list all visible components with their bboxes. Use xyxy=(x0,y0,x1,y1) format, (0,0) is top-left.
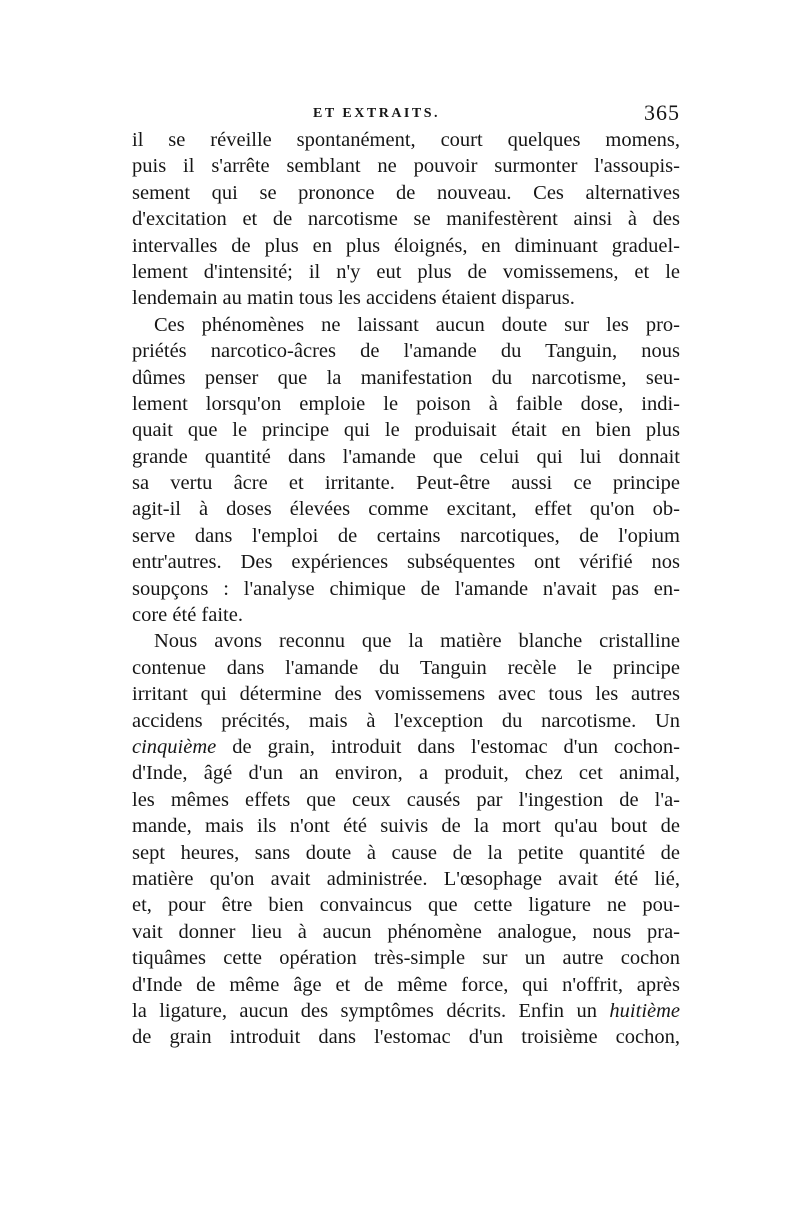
text-line: il se réveille spontanément, court quelques momens, xyxy=(132,129,680,151)
text-line: sept heures, sans doute à cause de la petite quantité de xyxy=(132,841,680,864)
text-line: d'Inde de même âge et de même force, qui n'offrit, après xyxy=(132,973,680,996)
text-line: core été faite. xyxy=(132,604,243,627)
emphasis-word: huitième xyxy=(609,999,680,1022)
running-header xyxy=(132,100,680,128)
emphasis-word: cinquième xyxy=(132,735,217,758)
text-line: tiquâmes cette opération très-simple sur un autre cochon xyxy=(132,947,680,970)
text-line: dûmes penser que la manifestation du narcotisme, seu- xyxy=(132,366,680,389)
text-line: contenue dans l'amande du Tanguin recèle le principe xyxy=(132,656,680,679)
text-line: sement qui se prononce de nouveau. Ces alternatives xyxy=(132,181,680,204)
text-line: lendemain au matin tous les accidens étaient disparus. xyxy=(132,287,575,310)
text-line: serve dans l'emploi de certains narcotiques, de l'opium xyxy=(132,524,680,547)
text-line: accidens précités, mais à l'exception du narcotisme. Un xyxy=(132,709,680,732)
body-text xyxy=(132,127,680,1051)
text-line: lement d'intensité; il n'y eut plus de vomissemens, et le xyxy=(132,260,680,283)
page-number: 365 xyxy=(644,100,680,125)
text-line: Ces phénomènes ne laissant aucun doute sur les pro- xyxy=(154,313,680,336)
text-line: mande, mais ils n'ont été suivis de la mort qu'au bout de xyxy=(132,815,680,838)
text-line: entr'autres. Des expériences subséquentes ont vérifié nos xyxy=(132,551,680,574)
text-line xyxy=(132,998,680,1024)
text-line: soupçons : l'analyse chimique de l'amande n'avait pas en- xyxy=(132,577,680,600)
text-line: d'excitation et de narcotisme se manifestèrent ainsi à des xyxy=(132,208,680,231)
text-line: matière qu'on avait administrée. L'œsophage avait été lié, xyxy=(132,867,680,890)
text-line: vait donner lieu à aucun phénomène analogue, nous pra- xyxy=(132,920,680,943)
text-line: priétés narcotico-âcres de l'amande du Tanguin, nous xyxy=(132,340,680,363)
text-segment: de grain, introduit dans l'estomac d'un cochon- xyxy=(232,735,680,758)
text-line: les mêmes effets que ceux causés par l'ingestion de l'a- xyxy=(132,788,680,811)
text-line: puis il s'arrête semblant ne pouvoir surmonter l'assoupis- xyxy=(132,155,680,178)
text-line: quait que le principe qui le produisait était en bien plus xyxy=(132,419,680,442)
text-line: intervalles de plus en plus éloignés, en diminuant graduel- xyxy=(132,234,680,257)
text-line xyxy=(132,734,680,760)
text-segment: la ligature, aucun des symptômes décrits. Enfin un xyxy=(132,999,597,1022)
text-line: et, pour être bien convaincus que cette ligature ne pou- xyxy=(132,894,680,917)
running-title: ET EXTRAITS. xyxy=(313,106,441,121)
text-line: grande quantité dans l'amande que celui qui lui donnait xyxy=(132,445,680,468)
text-line: agit-il à doses élevées comme excitant, effet qu'on ob- xyxy=(132,498,680,521)
text-line: d'Inde, âgé d'un an environ, a produit, chez cet animal, xyxy=(132,762,680,785)
text-line: irritant qui détermine des vomissemens avec tous les autres xyxy=(132,683,680,706)
text-line: de grain introduit dans l'estomac d'un troisième cochon, xyxy=(132,1026,680,1049)
text-line: sa vertu âcre et irritante. Peut-être aussi ce principe xyxy=(132,472,680,495)
text-line: Nous avons reconnu que la matière blanche cristalline xyxy=(154,630,680,653)
text-line: lement lorsqu'on emploie le poison à faible dose, indi- xyxy=(132,392,680,415)
